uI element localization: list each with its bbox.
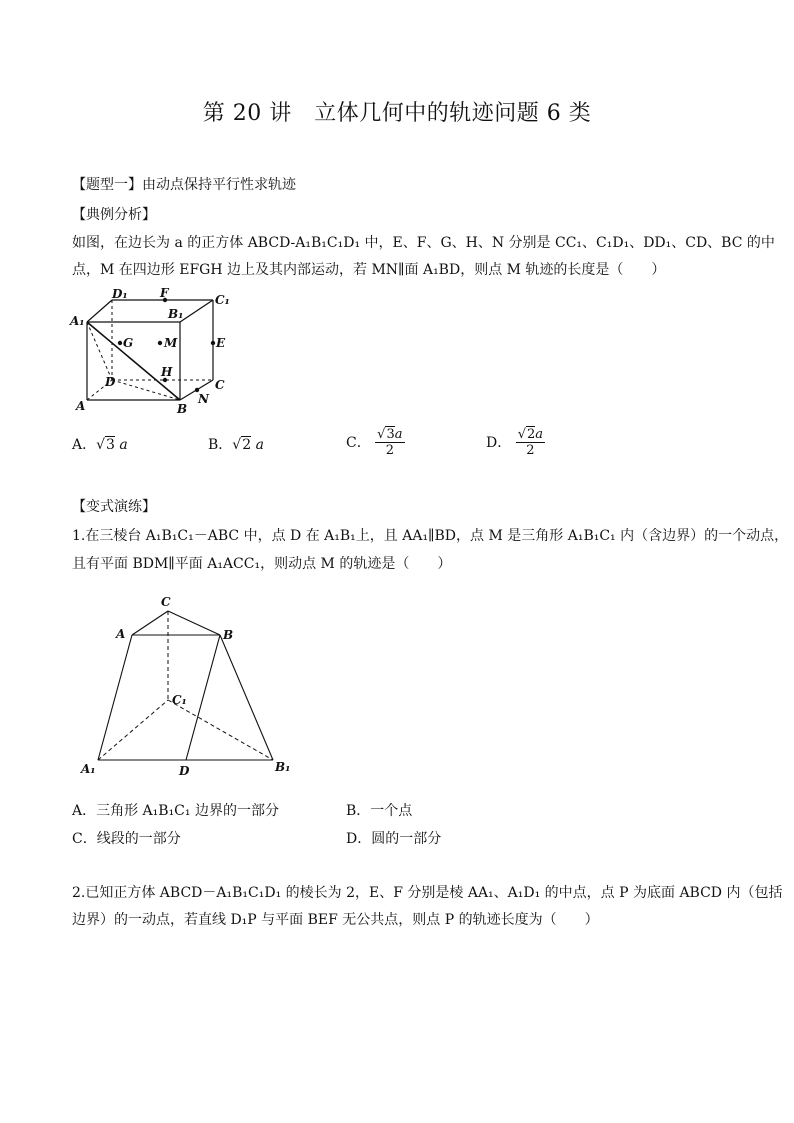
sqrt-value: 2 — [242, 437, 252, 453]
subheader-example: 【典例分析】 — [72, 207, 156, 223]
hidden-edge-a1-d — [87, 322, 112, 380]
fraction: $\frac{√3a}{2}$ — [377, 427, 403, 458]
label-f: F — [160, 286, 169, 300]
segment-b-d — [186, 635, 220, 760]
sqrt-value: 3 — [106, 437, 115, 453]
label-a: A — [116, 627, 126, 641]
label-h: H — [161, 365, 173, 379]
label-e: E — [216, 336, 226, 350]
label-b1: B₁ — [168, 307, 184, 321]
problem-text-line1: 如图，在边长为 a 的正方体 ABCD-A₁B₁C₁D₁ 中，E、F、G、H、N 分别是 CC₁、C₁D₁、DD₁、CD、BC 的中 — [72, 235, 775, 251]
page-title: 第 20 讲 立体几何中的轨迹问题 6 类 — [202, 101, 592, 126]
q2-text-line1: 2.已知正方体 ABCD－A₁B₁C₁D₁ 的棱长为 2，E、F 分别是棱 AA₁、A₁D₁ 的中点，点 P 为底面 ABCD 内（包括 — [72, 885, 783, 901]
q1-option-c[interactable]: C．线段的一部分 — [72, 831, 181, 847]
label-a: A — [76, 399, 86, 413]
fraction: $\frac{√2a}{2}$ — [517, 427, 544, 458]
label-m: M — [164, 336, 178, 350]
edge-b1-c1 — [180, 300, 213, 322]
point-g — [118, 341, 122, 345]
hidden-edge-d-b — [112, 380, 180, 400]
q2-text-line2: 边界）的一动点，若直线 D₁P 与平面 BEF 无公共点，则点 P 的轨迹长度为（ ） — [72, 912, 599, 928]
option-d[interactable]: D． $\frac{√2a}{2}$ — [486, 427, 544, 458]
q1-option-b[interactable]: B．一个点 — [346, 803, 413, 819]
label-b1: B₁ — [275, 760, 291, 774]
label-d: D — [179, 764, 190, 778]
label-c1: C₁ — [172, 693, 187, 707]
option-c[interactable]: C． $\frac{√3a}{2}$ — [346, 427, 403, 458]
edge-a1-d1 — [87, 300, 112, 322]
edge-a-c — [132, 611, 168, 635]
label-a1: A₁ — [70, 314, 85, 328]
frustum-figure — [78, 593, 298, 783]
section-header-variants: 【变式演练】 — [72, 499, 156, 515]
label-a1: A₁ — [81, 762, 96, 776]
hidden-edge-c1-b1 — [168, 700, 273, 760]
label-c: C — [215, 378, 225, 392]
label-n: N — [198, 392, 209, 406]
option-a[interactable]: A．√3 a — [72, 437, 128, 453]
label-b: B — [223, 628, 234, 642]
q1-option-a[interactable]: A．三角形 A₁B₁C₁ 边界的一部分 — [72, 803, 279, 819]
cube-figure — [60, 285, 240, 415]
option-b[interactable]: B．√2 a — [208, 437, 264, 453]
section-header-type1: 【题型一】由动点保持平行性求轨迹 — [72, 177, 296, 193]
label-b: B — [177, 402, 188, 415]
label-d1: D₁ — [112, 287, 128, 301]
label-g: G — [123, 336, 134, 350]
edge-b-b1 — [220, 635, 273, 760]
label-d: D — [105, 375, 116, 389]
hidden-edge-a1-c1 — [98, 700, 168, 760]
q1-option-d[interactable]: D．圆的一部分 — [346, 831, 442, 847]
edge-a-a1 — [98, 635, 132, 760]
edge-c-b — [168, 611, 220, 635]
point-e — [211, 341, 215, 345]
problem-text-line2: 点，M 在四边形 EFGH 边上及其内部运动，若 MN∥面 A₁BD，则点 M 轨迹的长度是（ ） — [72, 262, 666, 278]
q1-text-line1: 1.在三棱台 A₁B₁C₁－ABC 中，点 D 在 A₁B₁上，且 AA₁∥BD，点 M 是三角形 A₁B₁C₁ 内（含边界）的一个动点， — [72, 528, 789, 544]
q1-text-line2: 且有平面 BDM∥平面 A₁ACC₁，则动点 M 的轨迹是（ ） — [72, 556, 452, 572]
label-c1: C₁ — [215, 293, 230, 307]
point-m — [158, 341, 162, 345]
label-c: C — [161, 595, 171, 609]
